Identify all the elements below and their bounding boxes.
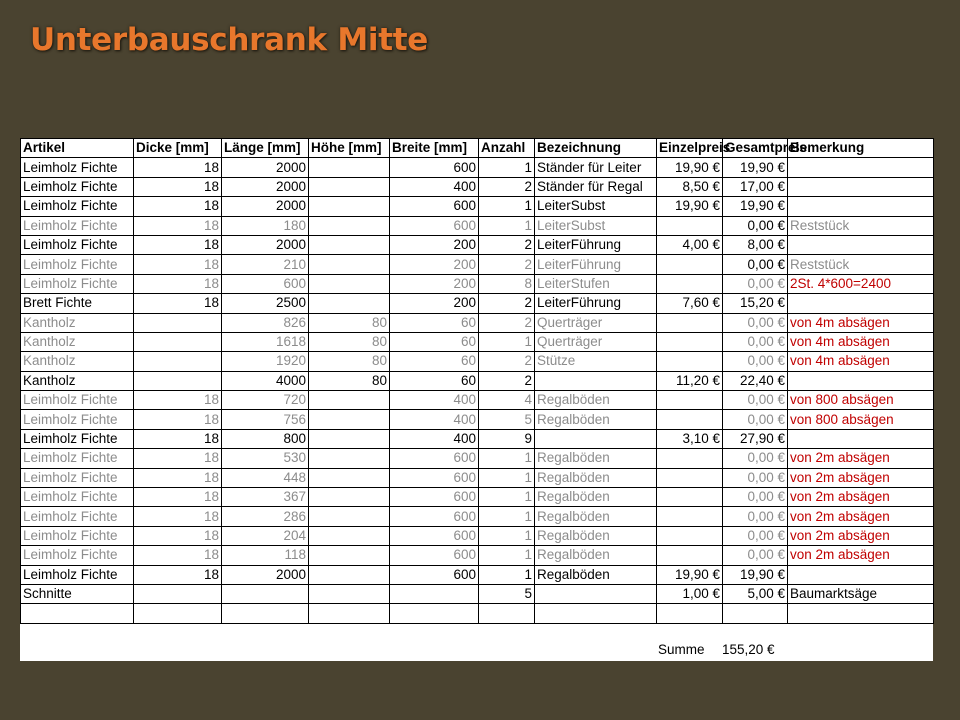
cell-hoehe[interactable] [309,235,390,254]
cell-bemerkung[interactable] [788,197,934,216]
table-row [21,371,934,390]
table-row [21,507,934,526]
cell-artikel[interactable]: Kantholz [21,332,134,351]
cell-einzel[interactable] [657,507,723,526]
cell-hoehe[interactable] [309,546,390,565]
cell-einzel[interactable] [657,216,723,235]
cell-anzahl[interactable]: 5 [479,584,535,603]
cell-anzahl[interactable]: 8 [479,274,535,293]
cell-gesamt[interactable]: 19,90 € [723,158,788,177]
cell-artikel[interactable]: Leimholz Fichte [21,410,134,429]
cell-dicke[interactable]: 18 [134,546,222,565]
cell-gesamt[interactable]: 0,00 € [723,410,788,429]
cell-hoehe[interactable]: 80 [309,332,390,351]
cell-einzel[interactable] [657,332,723,351]
cell-anzahl[interactable]: 1 [479,507,535,526]
cell-bemerkung[interactable]: von 2m absägen [788,449,934,468]
cell-bezeichnung[interactable]: LeiterFührung [535,294,657,313]
table-row [21,255,934,274]
table-row [21,274,934,293]
cell-breite[interactable]: 60 [390,332,479,351]
cell-artikel[interactable]: Leimholz Fichte [21,158,134,177]
cell-gesamt[interactable]: 0,00 € [723,216,788,235]
cell-artikel[interactable]: Leimholz Fichte [21,255,134,274]
cell-bezeichnung[interactable]: Querträger [535,313,657,332]
cell-hoehe[interactable] [309,216,390,235]
cell-einzel[interactable] [657,313,723,332]
cell-anzahl[interactable]: 9 [479,429,535,448]
cell-artikel[interactable]: Leimholz Fichte [21,546,134,565]
cell-gesamt[interactable]: 19,90 € [723,197,788,216]
summe-row [658,642,775,657]
cell-dicke[interactable]: 18 [134,391,222,410]
cell-hoehe[interactable]: 80 [309,371,390,390]
cell-hoehe[interactable]: 80 [309,313,390,332]
table-row [21,584,934,603]
cell-einzel[interactable] [657,468,723,487]
cell-artikel[interactable]: Leimholz Fichte [21,197,134,216]
cell-bemerkung[interactable]: von 2m absägen [788,488,934,507]
cell-artikel[interactable]: Leimholz Fichte [21,488,134,507]
table-row [21,177,934,196]
header-artikel[interactable]: Artikel [21,139,134,158]
cell-hoehe[interactable] [309,429,390,448]
cell-hoehe[interactable] [309,526,390,545]
cell-breite[interactable]: 600 [390,158,479,177]
cell-anzahl[interactable]: 1 [479,488,535,507]
cell-bemerkung[interactable] [788,429,934,448]
cell-hoehe[interactable] [309,274,390,293]
cell-bemerkung[interactable]: Reststück [788,255,934,274]
table-row [21,391,934,410]
cell-dicke[interactable]: 18 [134,429,222,448]
material-table [20,138,934,624]
cell-artikel[interactable]: Leimholz Fichte [21,526,134,545]
cell-laenge[interactable]: 2000 [222,565,309,584]
cell-hoehe[interactable] [309,255,390,274]
cell-hoehe[interactable] [309,197,390,216]
table-row [21,235,934,254]
cell-dicke[interactable]: 18 [134,468,222,487]
cell-einzel[interactable]: 7,60 € [657,294,723,313]
cell-einzel[interactable]: 1,00 € [657,584,723,603]
cell-laenge[interactable]: 180 [222,216,309,235]
cell-einzel[interactable] [657,274,723,293]
cell-laenge[interactable]: 367 [222,488,309,507]
cell-bemerkung[interactable] [788,565,934,584]
cell-einzel[interactable] [657,255,723,274]
cell-anzahl[interactable]: 1 [479,449,535,468]
cell-breite[interactable]: 200 [390,294,479,313]
cell-anzahl[interactable]: 1 [479,565,535,584]
cell-hoehe[interactable] [309,449,390,468]
cell-einzel[interactable]: 4,00 € [657,235,723,254]
cell-dicke[interactable]: 18 [134,565,222,584]
cell-bezeichnung[interactable]: LeiterSubst [535,216,657,235]
cell-artikel[interactable]: Leimholz Fichte [21,216,134,235]
cell-einzel[interactable] [657,391,723,410]
cell-bemerkung[interactable]: von 800 absägen [788,410,934,429]
summe-value[interactable]: 155,20 € [722,642,775,657]
cell-bemerkung[interactable]: von 800 absägen [788,391,934,410]
header-breite[interactable]: Breite [mm] [390,139,479,158]
cell-einzel[interactable] [657,526,723,545]
cell-hoehe[interactable] [309,177,390,196]
cell-laenge[interactable]: 286 [222,507,309,526]
cell-bemerkung[interactable]: von 4m absägen [788,313,934,332]
cell-dicke[interactable]: 18 [134,410,222,429]
cell-einzel[interactable] [657,604,723,623]
cell-hoehe[interactable] [309,391,390,410]
table-row [21,332,934,351]
header-bemerkung[interactable]: Bemerkung [788,139,934,158]
cell-hoehe[interactable] [309,604,390,623]
cell-breite[interactable]: 400 [390,410,479,429]
cell-bezeichnung[interactable]: Regalböden [535,410,657,429]
header-dicke[interactable]: Dicke [mm] [134,139,222,158]
cell-bemerkung[interactable]: Reststück [788,216,934,235]
cell-anzahl[interactable]: 1 [479,158,535,177]
cell-breite[interactable]: 600 [390,546,479,565]
cell-anzahl[interactable]: 1 [479,546,535,565]
table-row [21,526,934,545]
cell-dicke[interactable]: 18 [134,507,222,526]
cell-bemerkung[interactable]: von 2m absägen [788,546,934,565]
cell-bemerkung[interactable]: von 4m absägen [788,332,934,351]
cell-laenge[interactable]: 530 [222,449,309,468]
table-row [21,294,934,313]
header-laenge[interactable]: Länge [mm] [222,139,309,158]
cell-anzahl[interactable]: 2 [479,294,535,313]
table-row [21,468,934,487]
cell-breite[interactable]: 200 [390,255,479,274]
cell-hoehe[interactable] [309,158,390,177]
cell-bezeichnung[interactable]: Regalböden [535,565,657,584]
cell-artikel[interactable]: Leimholz Fichte [21,429,134,448]
cell-laenge[interactable]: 210 [222,255,309,274]
cell-laenge[interactable]: 2500 [222,294,309,313]
cell-bezeichnung[interactable]: Regalböden [535,507,657,526]
table-row [21,197,934,216]
cell-einzel[interactable] [657,410,723,429]
cell-laenge[interactable]: 800 [222,429,309,448]
cell-dicke[interactable] [134,604,222,623]
cell-bezeichnung[interactable]: LeiterStufen [535,274,657,293]
cell-breite[interactable]: 600 [390,216,479,235]
table-row [21,158,934,177]
cell-artikel[interactable] [21,604,134,623]
cell-bezeichnung[interactable]: Regalböden [535,468,657,487]
cell-bemerkung[interactable]: von 2m absägen [788,526,934,545]
cell-hoehe[interactable] [309,410,390,429]
cell-laenge[interactable]: 756 [222,410,309,429]
cell-einzel[interactable] [657,449,723,468]
cell-bezeichnung[interactable]: LeiterFührung [535,255,657,274]
table-row [21,410,934,429]
cell-anzahl[interactable]: 5 [479,410,535,429]
cell-breite[interactable]: 400 [390,391,479,410]
cell-laenge[interactable]: 2000 [222,177,309,196]
cell-bezeichnung[interactable]: Stütze [535,352,657,371]
table-body [21,158,934,623]
cell-artikel[interactable]: Kantholz [21,352,134,371]
cell-laenge[interactable]: 720 [222,391,309,410]
cell-bemerkung[interactable]: von 2m absägen [788,468,934,487]
cell-anzahl[interactable]: 1 [479,468,535,487]
cell-artikel[interactable]: Leimholz Fichte [21,449,134,468]
cell-bezeichnung[interactable]: Querträger [535,332,657,351]
cell-dicke[interactable]: 18 [134,197,222,216]
cell-einzel[interactable] [657,352,723,371]
cell-gesamt[interactable]: 0,00 € [723,352,788,371]
cell-einzel[interactable]: 3,10 € [657,429,723,448]
cell-bemerkung[interactable]: von 4m absägen [788,352,934,371]
cell-hoehe[interactable] [309,507,390,526]
cell-einzel[interactable] [657,546,723,565]
cell-dicke[interactable] [134,352,222,371]
cell-laenge[interactable]: 826 [222,313,309,332]
cell-laenge[interactable]: 204 [222,526,309,545]
cell-bezeichnung[interactable] [535,604,657,623]
cell-artikel[interactable]: Leimholz Fichte [21,274,134,293]
cell-laenge[interactable] [222,604,309,623]
cell-bezeichnung[interactable]: Regalböden [535,546,657,565]
cell-bemerkung[interactable] [788,371,934,390]
cell-breite[interactable]: 600 [390,468,479,487]
header-row [21,139,934,158]
summe-label: Summe [658,642,705,657]
cell-bemerkung[interactable] [788,294,934,313]
cell-gesamt[interactable]: 5,00 € [723,584,788,603]
header-hoehe[interactable]: Höhe [mm] [309,139,390,158]
cell-bezeichnung[interactable]: Regalböden [535,526,657,545]
cell-bezeichnung[interactable] [535,429,657,448]
cell-dicke[interactable] [134,584,222,603]
cell-breite[interactable]: 600 [390,565,479,584]
table-row [21,429,934,448]
spreadsheet [20,138,933,661]
cell-artikel[interactable]: Leimholz Fichte [21,468,134,487]
table-row [21,488,934,507]
cell-dicke[interactable]: 18 [134,294,222,313]
cell-bezeichnung[interactable]: Ständer für Leiter [535,158,657,177]
cell-anzahl[interactable] [479,604,535,623]
cell-gesamt[interactable]: 22,40 € [723,371,788,390]
cell-hoehe[interactable]: 80 [309,352,390,371]
cell-gesamt[interactable] [723,604,788,623]
cell-anzahl[interactable]: 4 [479,391,535,410]
table-row [21,216,934,235]
cell-einzel[interactable]: 19,90 € [657,565,723,584]
cell-artikel[interactable]: Kantholz [21,313,134,332]
table-row [21,565,934,584]
cell-anzahl[interactable]: 2 [479,235,535,254]
cell-dicke[interactable]: 18 [134,488,222,507]
cell-gesamt[interactable]: 0,00 € [723,526,788,545]
cell-gesamt[interactable]: 0,00 € [723,449,788,468]
cell-laenge[interactable]: 118 [222,546,309,565]
cell-anzahl[interactable]: 2 [479,255,535,274]
cell-bemerkung[interactable]: 2St. 4*600=2400 [788,274,934,293]
cell-artikel[interactable]: Leimholz Fichte [21,235,134,254]
cell-bezeichnung[interactable]: Regalböden [535,488,657,507]
cell-anzahl[interactable]: 2 [479,313,535,332]
cell-breite[interactable]: 600 [390,449,479,468]
cell-laenge[interactable]: 2000 [222,158,309,177]
cell-laenge[interactable]: 1920 [222,352,309,371]
cell-artikel[interactable]: Leimholz Fichte [21,177,134,196]
table-row [21,352,934,371]
cell-laenge[interactable]: 2000 [222,197,309,216]
cell-anzahl[interactable]: 1 [479,197,535,216]
cell-artikel[interactable]: Schnitte [21,584,134,603]
cell-bezeichnung[interactable]: LeiterFührung [535,235,657,254]
cell-artikel[interactable]: Leimholz Fichte [21,391,134,410]
cell-bemerkung[interactable] [788,158,934,177]
table-row [21,313,934,332]
cell-breite[interactable]: 600 [390,507,479,526]
cell-artikel[interactable]: Leimholz Fichte [21,507,134,526]
cell-hoehe[interactable] [309,294,390,313]
cell-einzel[interactable]: 8,50 € [657,177,723,196]
cell-breite[interactable]: 200 [390,235,479,254]
cell-bemerkung[interactable] [788,177,934,196]
cell-gesamt[interactable]: 0,00 € [723,313,788,332]
header-anzahl[interactable]: Anzahl [479,139,535,158]
cell-gesamt[interactable]: 0,00 € [723,274,788,293]
cell-bemerkung[interactable] [788,235,934,254]
cell-laenge[interactable]: 2000 [222,235,309,254]
cell-gesamt[interactable]: 0,00 € [723,507,788,526]
cell-bemerkung[interactable] [788,604,934,623]
cell-laenge[interactable] [222,584,309,603]
cell-hoehe[interactable] [309,565,390,584]
table-row [21,546,934,565]
cell-gesamt[interactable]: 8,00 € [723,235,788,254]
cell-dicke[interactable] [134,332,222,351]
cell-bezeichnung[interactable]: Ständer für Regal [535,177,657,196]
cell-bezeichnung[interactable]: Regalböden [535,449,657,468]
cell-dicke[interactable]: 18 [134,274,222,293]
cell-dicke[interactable]: 18 [134,235,222,254]
cell-anzahl[interactable]: 1 [479,216,535,235]
cell-dicke[interactable] [134,313,222,332]
cell-gesamt[interactable]: 0,00 € [723,488,788,507]
cell-breite[interactable]: 60 [390,371,479,390]
cell-breite[interactable] [390,604,479,623]
cell-gesamt[interactable]: 0,00 € [723,391,788,410]
table-row [21,449,934,468]
header-bezeichnung[interactable]: Bezeichnung [535,139,657,158]
cell-breite[interactable]: 60 [390,313,479,332]
cell-artikel[interactable]: Leimholz Fichte [21,565,134,584]
cell-anzahl[interactable]: 1 [479,526,535,545]
cell-anzahl[interactable]: 1 [479,332,535,351]
cell-breite[interactable]: 600 [390,197,479,216]
cell-dicke[interactable] [134,371,222,390]
header-einzelpreis[interactable]: Einzelpreis [657,139,723,158]
cell-gesamt[interactable]: 27,90 € [723,429,788,448]
cell-gesamt[interactable]: 19,90 € [723,565,788,584]
cell-hoehe[interactable] [309,468,390,487]
cell-dicke[interactable]: 18 [134,255,222,274]
cell-bezeichnung[interactable] [535,584,657,603]
cell-gesamt[interactable]: 0,00 € [723,546,788,565]
cell-dicke[interactable]: 18 [134,449,222,468]
cell-laenge[interactable]: 1618 [222,332,309,351]
slide-title: Unterbauschrank Mitte [30,22,428,58]
cell-anzahl[interactable]: 2 [479,371,535,390]
cell-breite[interactable] [390,584,479,603]
cell-einzel[interactable]: 11,20 € [657,371,723,390]
cell-breite[interactable]: 600 [390,526,479,545]
table-row [21,604,934,623]
cell-gesamt[interactable]: 0,00 € [723,332,788,351]
cell-artikel[interactable]: Kantholz [21,371,134,390]
cell-bemerkung[interactable]: von 2m absägen [788,507,934,526]
cell-dicke[interactable]: 18 [134,526,222,545]
cell-gesamt[interactable]: 15,20 € [723,294,788,313]
cell-breite[interactable]: 60 [390,352,479,371]
cell-dicke[interactable]: 18 [134,216,222,235]
cell-hoehe[interactable] [309,584,390,603]
cell-bezeichnung[interactable]: Regalböden [535,391,657,410]
cell-bezeichnung[interactable] [535,371,657,390]
cell-dicke[interactable]: 18 [134,158,222,177]
cell-dicke[interactable]: 18 [134,177,222,196]
cell-bemerkung[interactable]: Baumarktsäge [788,584,934,603]
cell-einzel[interactable] [657,488,723,507]
cell-hoehe[interactable] [309,488,390,507]
cell-gesamt[interactable]: 0,00 € [723,468,788,487]
header-gesamtpreis[interactable]: Gesamtpreis [723,139,788,158]
cell-laenge[interactable]: 448 [222,468,309,487]
cell-artikel[interactable]: Brett Fichte [21,294,134,313]
cell-breite[interactable]: 400 [390,177,479,196]
cell-bezeichnung[interactable]: LeiterSubst [535,197,657,216]
cell-gesamt[interactable]: 0,00 € [723,255,788,274]
cell-breite[interactable]: 600 [390,488,479,507]
cell-breite[interactable]: 400 [390,429,479,448]
cell-einzel[interactable]: 19,90 € [657,158,723,177]
cell-gesamt[interactable]: 17,00 € [723,177,788,196]
cell-laenge[interactable]: 600 [222,274,309,293]
cell-anzahl[interactable]: 2 [479,352,535,371]
cell-einzel[interactable]: 19,90 € [657,197,723,216]
cell-breite[interactable]: 200 [390,274,479,293]
cell-laenge[interactable]: 4000 [222,371,309,390]
cell-anzahl[interactable]: 2 [479,177,535,196]
